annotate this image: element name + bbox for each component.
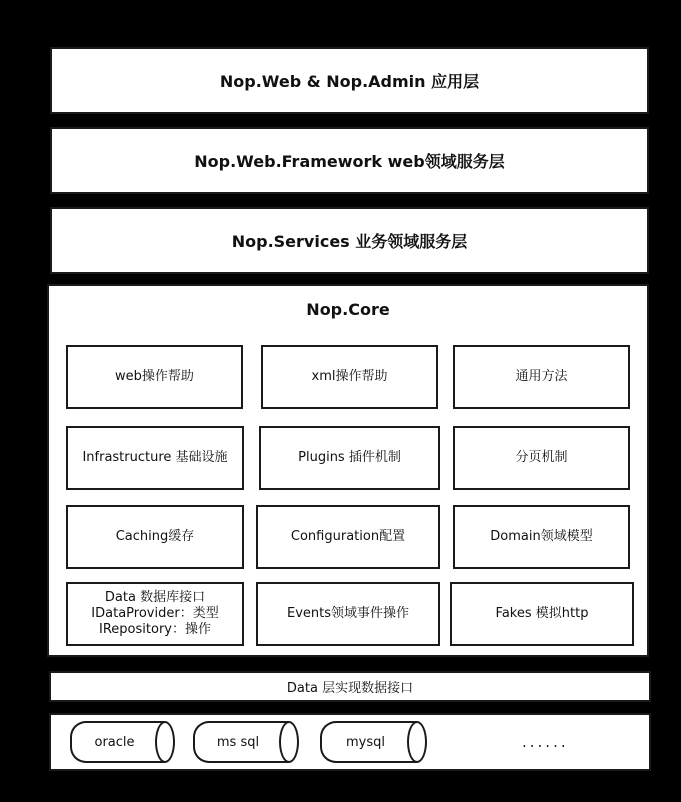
module-label: Domain领域模型 [490, 529, 593, 544]
module-caching [66, 505, 244, 569]
database-cylinder-cap [407, 721, 427, 763]
module-label: web操作帮助 [115, 369, 194, 384]
more-databases-ellipsis: ...... [522, 733, 569, 751]
module-infrastructure [66, 426, 244, 490]
layer-services-label: Nop.Services 业务领域服务层 [231, 232, 468, 251]
database-cylinder-oracle [70, 721, 175, 763]
module-data-line-2: IDataProvider：类型 [91, 606, 219, 621]
layer-app-label: Nop.Web & Nop.Admin 应用层 [219, 72, 480, 91]
database-cylinder-cap [279, 721, 299, 763]
database-cylinder-mssql [193, 721, 299, 763]
module-configuration [256, 505, 440, 569]
layer-app [50, 47, 649, 114]
database-cylinder-cap [155, 721, 175, 763]
module-plugins [259, 426, 440, 490]
data-layer-bar [49, 671, 651, 702]
module-fakes [450, 582, 634, 646]
database-label: oracle [94, 734, 135, 750]
layer-services [50, 207, 649, 274]
module-common-methods [453, 345, 630, 409]
module-domain [453, 505, 630, 569]
database-cylinder-body [70, 721, 165, 763]
module-data [66, 582, 244, 646]
module-label: Events领域事件操作 [286, 606, 409, 621]
core-title: Nop.Core [306, 300, 390, 319]
module-label: Fakes 模拟http [495, 606, 589, 621]
module-label: Plugins 插件机制 [298, 450, 401, 465]
module-label: Infrastructure 基础设施 [82, 450, 228, 465]
layer-framework [50, 127, 649, 194]
module-web-helper [66, 345, 243, 409]
module-label: 分页机制 [515, 450, 568, 465]
module-label: Caching缓存 [115, 529, 195, 544]
database-cylinder-mysql [320, 721, 427, 763]
module-label: 通用方法 [515, 369, 568, 384]
module-data-line-1: Data 数据库接口 [104, 590, 206, 605]
database-label: ms sql [216, 734, 260, 750]
module-paging [453, 426, 630, 490]
module-events [256, 582, 440, 646]
module-label: Configuration配置 [290, 529, 406, 544]
data-layer-label: Data 层实现数据接口 [286, 681, 414, 696]
module-xml-helper [261, 345, 438, 409]
layer-framework-label: Nop.Web.Framework web领域服务层 [194, 152, 505, 171]
module-label: xml操作帮助 [311, 369, 388, 384]
module-data-line-3: IRepository：操作 [99, 622, 211, 637]
database-label: mysql [346, 734, 385, 750]
database-cylinder-body [320, 721, 417, 763]
database-cylinder-body [193, 721, 289, 763]
